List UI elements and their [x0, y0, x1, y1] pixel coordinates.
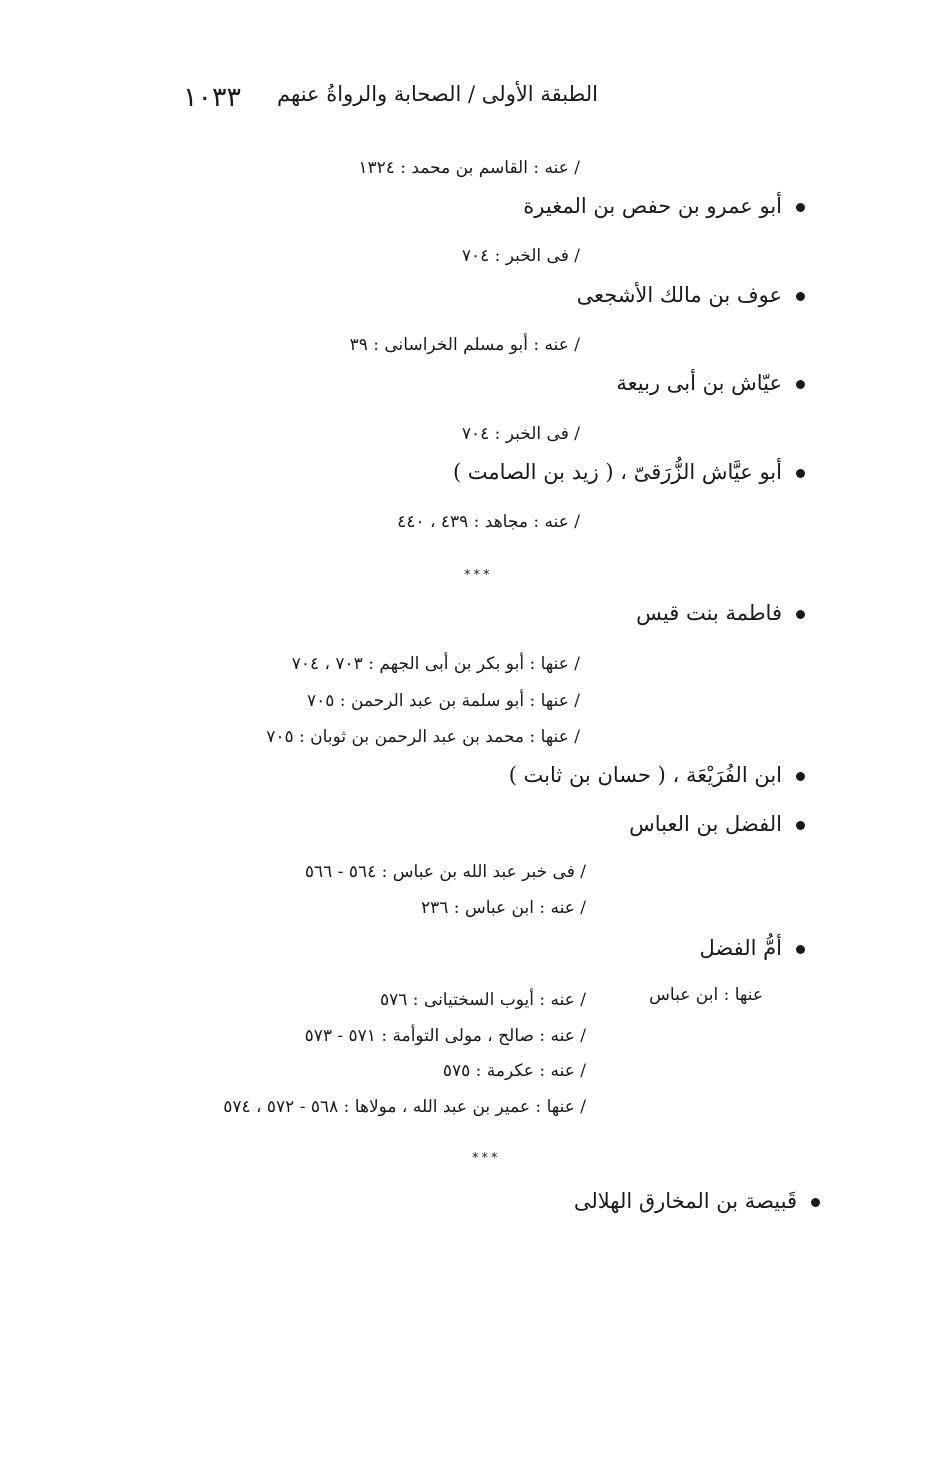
entry-name: عوف بن مالك الأشجعى — [576, 283, 782, 307]
entry-name: أبو عمرو بن حفص بن المغيرة — [523, 194, 782, 218]
entry-heading — [574, 1189, 820, 1213]
reference-line: / عنه : أيوب السختيانى : ٥٧٦ — [379, 990, 586, 1010]
reference-line: / عنها : عمير بن عبد الله ، مولاها : ٥٦٨ - ٥٧٢ ، ٥٧٤ — [223, 1097, 586, 1117]
entry-name: عيّاش بن أبى ربيعة — [616, 371, 782, 395]
bullet-icon — [811, 1198, 820, 1207]
section-separator: *** — [464, 568, 493, 583]
reference-line: / عنه : أبو مسلم الخراسانى : ٣٩ — [349, 335, 580, 355]
reference-line: / عنه : ابن عباس : ٢٣٦ — [421, 898, 586, 918]
bullet-icon — [796, 469, 805, 478]
entry-heading — [509, 763, 805, 787]
entry-heading — [577, 283, 805, 307]
section-separator: *** — [472, 1151, 501, 1166]
entry-heading — [616, 371, 805, 395]
reference-line: عنها : ابن عباس — [649, 985, 763, 1005]
reference-line: / عنه : مجاهد : ٤٣٩ ، ٤٤٠ — [397, 512, 580, 532]
reference-line: / عنه : عكرمة : ٥٧٥ — [442, 1061, 586, 1081]
running-header: الطبقة الأولى / الصحابة والرواةُ عنهم — [277, 82, 598, 106]
entry-name: الفضل بن العباس — [629, 812, 782, 836]
entry-heading — [629, 812, 805, 836]
page-number: ١٠٣٣ — [183, 82, 242, 113]
bullet-icon — [796, 610, 805, 619]
bullet-icon — [796, 945, 805, 954]
entry-name: ابن الفُرَيْعَة ، ( حسان بن ثابت ) — [508, 763, 782, 787]
entry-heading — [453, 460, 805, 484]
reference-line: / عنها : أبو بكر بن أبى الجهم : ٧٠٣ ، ٧٠٤ — [291, 654, 580, 674]
entry-heading — [636, 601, 805, 625]
entry-name: أبو عيَّاش الزُّرَقىّ ، ( زيد بن الصامت ) — [452, 460, 782, 484]
reference-line: / عنها : محمد بن عبد الرحمن بن ثوبان : ٧٠٥ — [266, 727, 580, 747]
bullet-icon — [796, 772, 805, 781]
entry-name: فاطمة بنت قيس — [636, 601, 782, 625]
reference-line: / عنها : أبو سلمة بن عبد الرحمن : ٧٠٥ — [307, 691, 580, 711]
reference-line: / عنه : صالح ، مولى التوأمة : ٥٧١ - ٥٧٣ — [304, 1026, 586, 1046]
reference-line: / فى خبر عبد الله بن عباس : ٥٦٤ - ٥٦٦ — [304, 862, 586, 882]
entry-name: أمُّ الفضل — [699, 936, 782, 960]
reference-line: / فى الخبر : ٧٠٤ — [461, 246, 580, 266]
reference-line: / فى الخبر : ٧٠٤ — [461, 424, 580, 444]
entry-heading — [700, 936, 805, 960]
entry-heading — [523, 194, 805, 218]
entry-name: قَبيصة بن المخارق الهلالى — [573, 1189, 797, 1213]
bullet-icon — [796, 292, 805, 301]
bullet-icon — [796, 380, 805, 389]
bullet-icon — [796, 821, 805, 830]
reference-line: / عنه : القاسم بن محمد : ١٣٢٤ — [358, 158, 580, 178]
bullet-icon — [796, 203, 805, 212]
